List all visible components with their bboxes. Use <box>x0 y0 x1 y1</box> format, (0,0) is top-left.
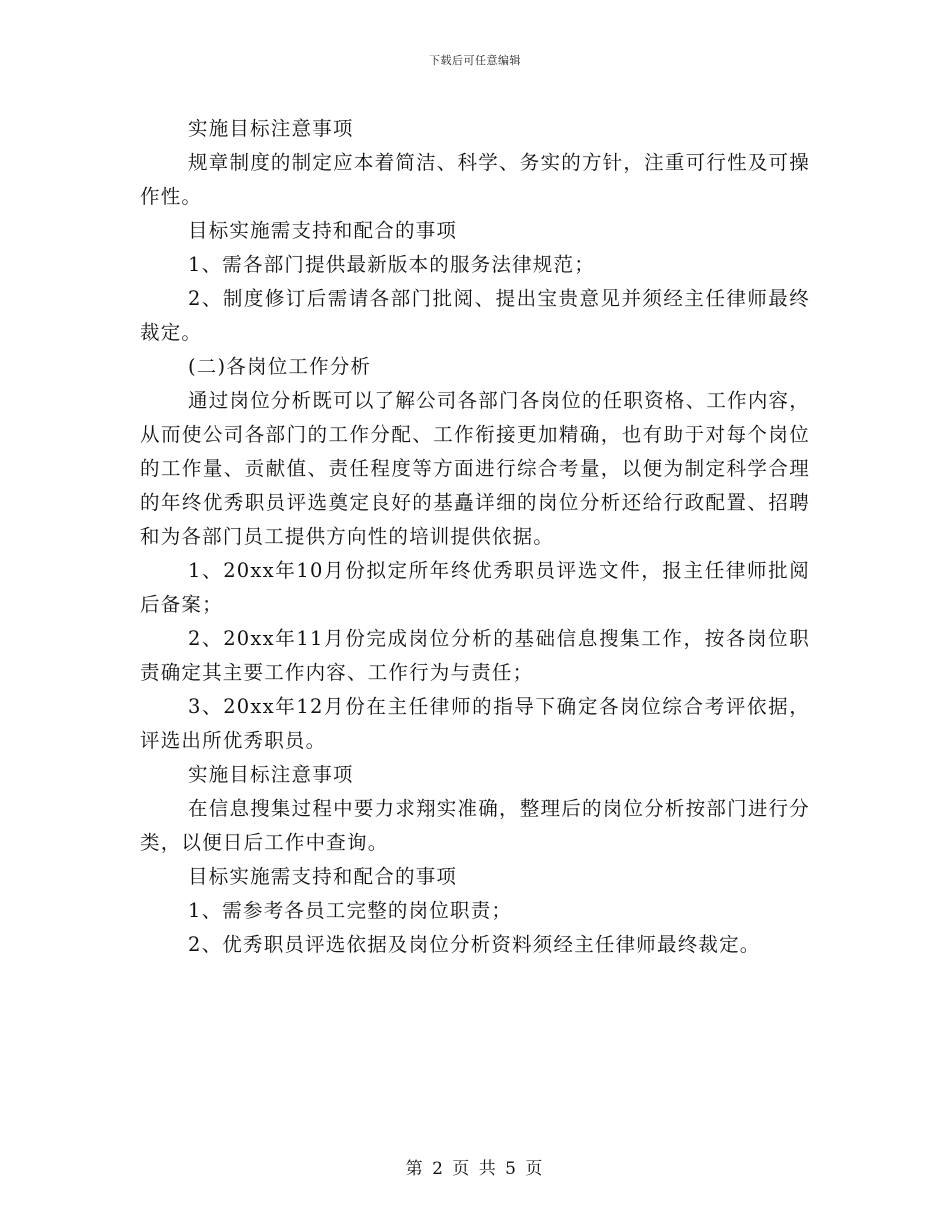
list-item: 1、需参考各员工完整的岗位职责； <box>188 899 513 922</box>
section-heading: 目标实施需支持和配合的事项 <box>188 219 458 242</box>
document-body <box>140 112 810 962</box>
section-heading: 实施目标注意事项 <box>188 117 354 140</box>
section-heading: (二)各岗位工作分析 <box>188 355 372 378</box>
paragraph: 规章制度的制定应本着简洁、科学、务实的方针，注重可行性及可操作性。 <box>140 151 810 208</box>
list-item: 2、制度修订后需请各部门批阅、提出宝贵意见并须经主任律师最终裁定。 <box>140 287 810 344</box>
section-heading: 实施目标注意事项 <box>188 763 354 786</box>
header-note: 下载后可任意编辑 <box>429 54 521 67</box>
list-item: 3、20xx年12月份在主任律师的指导下确定各岗位综合考评依据，评选出所优秀职员。 <box>140 695 810 752</box>
list-item: 1、需各部门提供最新版本的服务法律规范； <box>188 253 595 276</box>
paragraph: 通过岗位分析既可以了解公司各部门各岗位的任职资格、工作内容，从而使公司各部门的工作分配、工作衔接更加精确，也有助于对每个岗位的工作量、贡献值、责任程度等方面进行综合考量，以便为制定科学合理的年终优秀职员评选奠定良好的基矗详细的岗位分析还给行政配置、招聘和为各部门员工提供方向性的培训提供依据。 <box>140 389 810 548</box>
list-item: 1、20xx年10月份拟定所年终优秀职员评选文件，报主任律师批阅后备案； <box>140 559 810 616</box>
section-heading: 目标实施需支持和配合的事项 <box>188 865 458 888</box>
page-number: 第 2 页 共 5 页 <box>405 1159 545 1179</box>
list-item: 2、优秀职员评选依据及岗位分析资料须经主任律师最终裁定。 <box>188 933 761 956</box>
paragraph: 在信息搜集过程中要力求翔实准确，整理后的岗位分析按部门进行分类，以便日后工作中查询。 <box>140 797 810 854</box>
list-item: 2、20xx年11月份完成岗位分析的基础信息搜集工作，按各岗位职责确定其主要工作内容、工作行为与责任； <box>140 627 810 684</box>
